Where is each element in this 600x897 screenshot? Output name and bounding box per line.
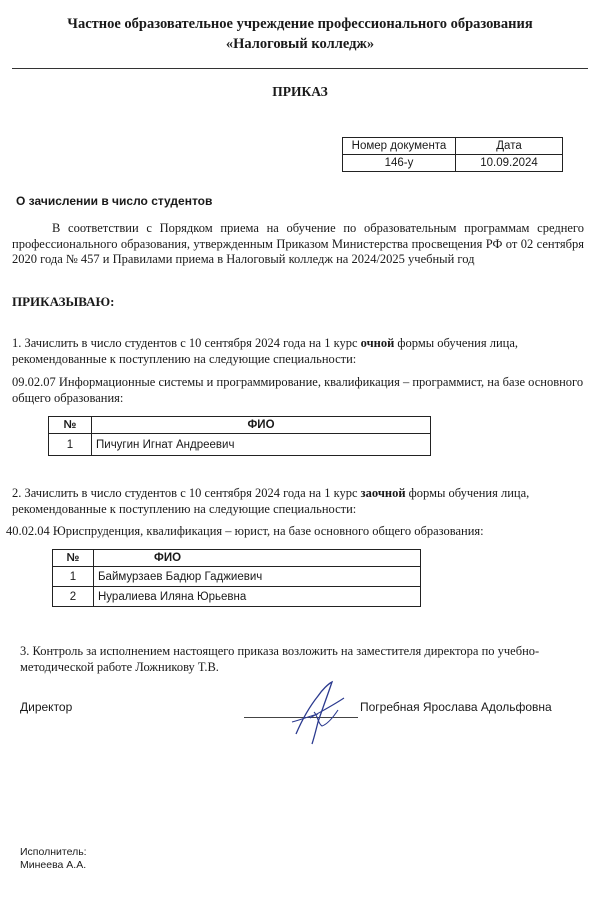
- item-2-text: [12, 486, 584, 517]
- doc-number-header: Номер документа: [343, 138, 456, 155]
- table-row: [53, 567, 421, 587]
- item-1-form: очной: [360, 336, 395, 350]
- item-3-text: 3. Контроль за исполнением настоящего приказа возложить на заместителя директора по учебно-методической работе Ложникову Т.В.: [20, 644, 540, 674]
- table-row: [53, 587, 421, 607]
- item-1-text: [12, 336, 584, 367]
- executor-label: Исполнитель:: [20, 846, 87, 858]
- doc-table-header-row: [343, 138, 563, 155]
- preamble-text: В соответствии с Порядком приема на обучение по образовательным программам среднего профессионального образования, утвержденным Приказом Министерства просвещения РФ от 02 сентября 2020 года № 457 и Правилами приема в Налоговый колледж на 2024/2025 учебный год: [12, 221, 584, 266]
- item-1-specialty: 09.02.07 Информационные системы и программирование, квалификация – программист, на базе основного общего образования:: [12, 375, 584, 405]
- student-name: Нуралиева Иляна Юрьевна: [94, 587, 421, 607]
- item-2-form: заочной: [360, 486, 406, 500]
- signatory-name: Погребная Ярослава Адольфовна: [360, 700, 552, 714]
- doc-date-value: 10.09.2024: [456, 155, 563, 172]
- students-table-2-header: [53, 550, 421, 567]
- document-title: ПРИКАЗ: [272, 84, 328, 99]
- order-keyword: ПРИКАЗЫВАЮ:: [12, 294, 115, 309]
- handwritten-signature: [288, 676, 358, 748]
- signatory-position: Директор: [20, 700, 73, 714]
- executor-block: [20, 846, 87, 872]
- item-2-specialty: 40.02.04 Юриспруденция, квалификация – юрист, на базе основного общего образования:: [6, 524, 484, 538]
- student-name: Пичугин Игнат Андреевич: [92, 434, 431, 456]
- students-table-1-header: [49, 417, 431, 434]
- col-name-header: ФИО: [92, 417, 431, 434]
- executor-name: Минеева А.А.: [20, 859, 87, 871]
- organization-line-2: «Налоговый колледж»: [225, 36, 375, 52]
- header-divider: [12, 68, 588, 69]
- item-1-after: формы обучения лица, рекомендованные к поступлению на следующие специальности:: [12, 336, 519, 366]
- student-number: 1: [49, 434, 92, 456]
- document-number-table: [342, 137, 563, 172]
- col-number-header: №: [53, 550, 94, 567]
- organization-line-1: Частное образовательное учреждение профессионального образования: [67, 16, 533, 32]
- students-table-2: [52, 549, 421, 607]
- item-2-after: формы обучения лица, рекомендованные к поступлению на следующие специальности:: [12, 486, 530, 516]
- table-row: [49, 434, 431, 456]
- item-2-before: 2. Зачислить в число студентов с 10 сентября 2024 года на 1 курс: [12, 486, 361, 500]
- order-subject: О зачислении в число студентов: [16, 194, 213, 208]
- item-1-before: 1. Зачислить в число студентов с 10 сентября 2024 года на 1 курс: [12, 336, 361, 350]
- col-number-header: №: [49, 417, 92, 434]
- organization-name: [0, 14, 600, 54]
- student-name: Баймурзаев Бадюр Гаджиевич: [94, 567, 421, 587]
- students-table-1: [48, 416, 431, 456]
- student-number: 2: [53, 587, 94, 607]
- col-name-header: ФИО: [94, 550, 421, 567]
- doc-table-value-row: [343, 155, 563, 172]
- doc-number-value: 146-у: [343, 155, 456, 172]
- doc-date-header: Дата: [456, 138, 563, 155]
- student-number: 1: [53, 567, 94, 587]
